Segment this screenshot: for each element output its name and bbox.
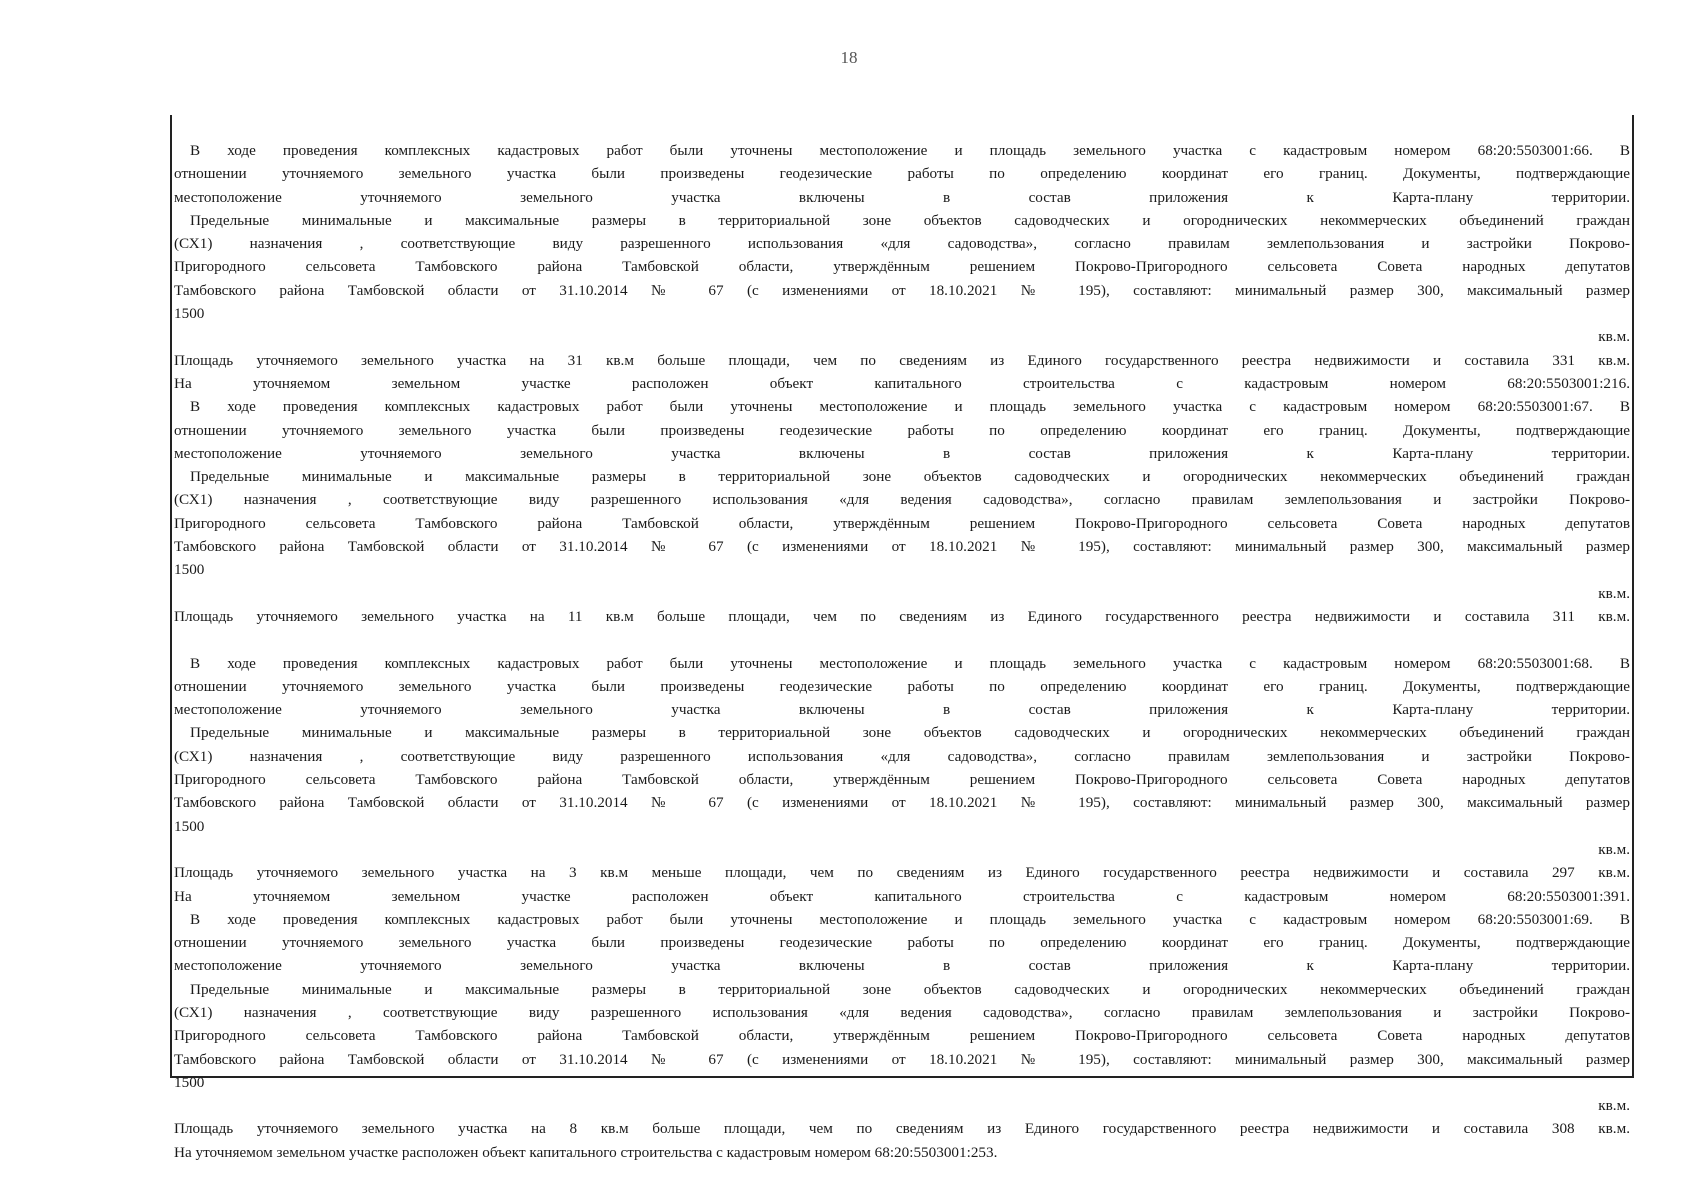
- blank-line: [174, 628, 1630, 651]
- text-line: Тамбовского района Тамбовской области от 31.10.2014 № 67 (с изменениями от 18.10.2021 № 195), составляют: минимальный размер 300, максимальный размер: [174, 538, 1630, 556]
- text-line: На уточняемом земельном участке расположен объект капитального строительства с кадастровым номером 68:20:5503001:216.: [174, 374, 1630, 392]
- text-line: Предельные минимальные и максимальные размеры в территориальной зоне объектов садоводческих и огороднических некоммерческих объединений граждан: [190, 724, 1630, 742]
- text-line: местоположение уточняемого земельного участка включены в состав приложения к Карта-плану территории.: [174, 701, 1630, 719]
- text-line: Тамбовского района Тамбовской области от 31.10.2014 № 67 (с изменениями от 18.10.2021 № 195), составляют: минимальный размер 300, максимальный размер: [174, 281, 1630, 299]
- page-number: 18: [840, 48, 858, 67]
- text-line: Пригородного сельсовета Тамбовского района Тамбовской области, утверждённым решением Покрово-Пригородного сельсовета Совета народных депутатов: [174, 514, 1630, 532]
- text-line: Пригородного сельсовета Тамбовского района Тамбовской области, утверждённым решением Покрово-Пригородного сельсовета Совета народных депутатов: [174, 1027, 1630, 1045]
- text-line: 1500: [174, 1073, 205, 1091]
- text-line: (СХ1) назначения , соответствующие виду разрешенного использования «для ведения садоводства», согласно правилам землепользования и застройки Покрово-: [174, 491, 1630, 509]
- text-line: Предельные минимальные и максимальные размеры в территориальной зоне объектов садоводческих и огороднических некоммерческих объединений граждан: [190, 211, 1630, 229]
- text-line: В ходе проведения комплексных кадастровых работ были уточнены местоположение и площадь земельного участка с кадастровым номером 68:20:5503001:69. В: [190, 910, 1630, 928]
- parcel-section: [174, 652, 1630, 908]
- text-line: 1500: [174, 561, 205, 579]
- text-line: (СХ1) назначения , соответствующие виду разрешенного использования «для ведения садоводства», согласно правилам землепользования и застройки Покрово-: [174, 1003, 1630, 1021]
- parcel-section: [174, 908, 1630, 1164]
- text-line: Площадь уточняемого земельного участка на 8 кв.м больше площади, чем по сведениям из Единого государственного реестра недвижимости и составила 308 кв.м.: [174, 1120, 1630, 1138]
- text-line: кв.м.: [1598, 328, 1630, 346]
- text-line: В ходе проведения комплексных кадастровых работ были уточнены местоположение и площадь земельного участка с кадастровым номером 68:20:5503001:66. В: [190, 142, 1630, 159]
- text-line: На уточняемом земельном участке расположен объект капитального строительства с кадастровым номером 68:20:5503001:253.: [174, 1143, 998, 1161]
- text-line: 1500: [174, 305, 205, 323]
- text-line: Площадь уточняемого земельного участка на 31 кв.м больше площади, чем по сведениям из Единого государственного реестра недвижимости и составила 331 кв.м.: [174, 351, 1630, 369]
- text-line: Предельные минимальные и максимальные размеры в территориальной зоне объектов садоводческих и огороднических некоммерческих объединений граждан: [190, 980, 1630, 998]
- text-line: На уточняемом земельном участке расположен объект капитального строительства с кадастровым номером 68:20:5503001:391.: [174, 887, 1630, 905]
- text-line: местоположение уточняемого земельного участка включены в состав приложения к Карта-плану территории.: [174, 444, 1630, 462]
- text-line: отношении уточняемого земельного участка были произведены геодезические работы по определению координат его границ. Документы, подтверждающие: [174, 934, 1630, 952]
- text-line: кв.м.: [1598, 1097, 1630, 1115]
- document-frame: [170, 115, 1634, 1161]
- text-line: В ходе проведения комплексных кадастровых работ были уточнены местоположение и площадь земельного участка с кадастровым номером 68:20:5503001:68. В: [190, 654, 1630, 672]
- text-line: В ходе проведения комплексных кадастровых работ были уточнены местоположение и площадь земельного участка с кадастровым номером 68:20:5503001:67. В: [190, 398, 1630, 416]
- text-line: отношении уточняемого земельного участка были произведены геодезические работы по определению координат его границ. Документы, подтверждающие: [174, 421, 1630, 439]
- text-line: кв.м.: [1598, 584, 1630, 602]
- text-line: 1500: [174, 817, 205, 835]
- text-line: (СХ1) назначения , соответствующие виду разрешенного использования «для садоводства», согласно правилам землепользования и застройки Покрово-: [174, 747, 1630, 765]
- text-line: Предельные минимальные и максимальные размеры в территориальной зоне объектов садоводческих и огороднических некоммерческих объединений граждан: [190, 468, 1630, 486]
- text-line: местоположение уточняемого земельного участка включены в состав приложения к Карта-плану территории.: [174, 957, 1630, 975]
- text-line: Пригородного сельсовета Тамбовского района Тамбовской области, утверждённым решением Покрово-Пригородного сельсовета Совета народных депутатов: [174, 258, 1630, 276]
- text-line: отношении уточняемого земельного участка были произведены геодезические работы по определению координат его границ. Документы, подтверждающие: [174, 677, 1630, 695]
- text-line: Пригородного сельсовета Тамбовского района Тамбовской области, утверждённым решением Покрово-Пригородного сельсовета Совета народных депутатов: [174, 771, 1630, 789]
- text-line: Тамбовского района Тамбовской области от 31.10.2014 № 67 (с изменениями от 18.10.2021 № 195), составляют: минимальный размер 300, максимальный размер: [174, 1050, 1630, 1068]
- parcel-section: [174, 395, 1630, 651]
- text-line: Тамбовского района Тамбовской области от 31.10.2014 № 67 (с изменениями от 18.10.2021 № 195), составляют: минимальный размер 300, максимальный размер: [174, 794, 1630, 812]
- parcel-section: [174, 139, 1630, 395]
- text-line: отношении уточняемого земельного участка были произведены геодезические работы по определению координат его границ. Документы, подтверждающие: [174, 165, 1630, 183]
- text-line: местоположение уточняемого земельного участка включены в состав приложения к Карта-плану территории.: [174, 188, 1630, 206]
- text-line: (СХ1) назначения , соответствующие виду разрешенного использования «для садоводства», согласно правилам землепользования и застройки Покрово-: [174, 235, 1630, 253]
- text-line: Площадь уточняемого земельного участка на 11 кв.м больше площади, чем по сведениям из Единого государственного реестра недвижимости и составила 311 кв.м.: [174, 607, 1630, 625]
- text-line: кв.м.: [1598, 840, 1630, 858]
- document-body: [174, 139, 1630, 1164]
- text-line: Площадь уточняемого земельного участка на 3 кв.м меньше площади, чем по сведениям из Единого государственного реестра недвижимости и составила 297 кв.м.: [174, 864, 1630, 882]
